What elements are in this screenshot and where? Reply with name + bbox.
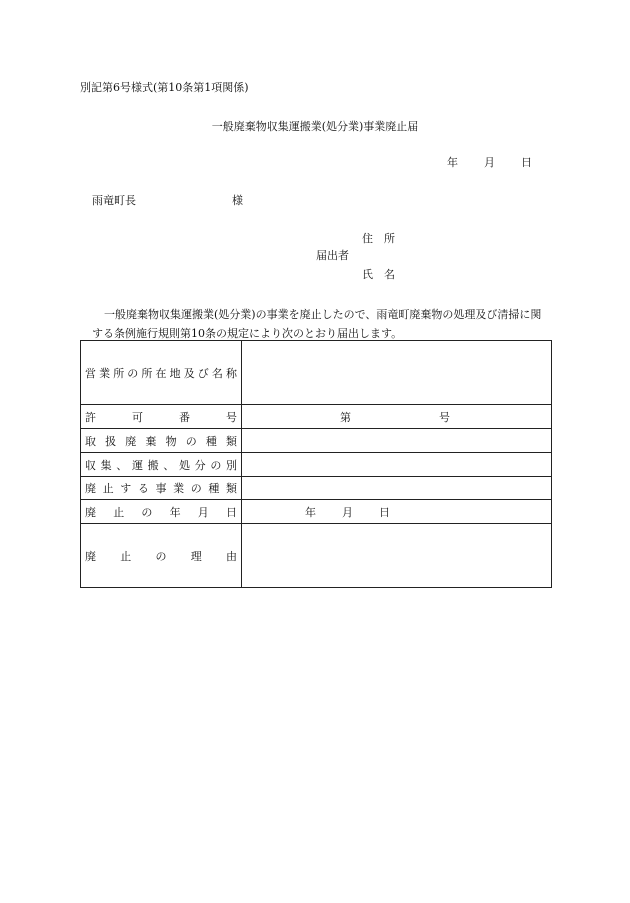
permit-number-prefix: 第 — [340, 410, 351, 424]
abolished-business-type-field[interactable] — [242, 477, 552, 500]
notifier-label: 届出者 — [316, 249, 349, 262]
recipient-name: 雨竜町長 — [92, 194, 136, 207]
table-row — [81, 429, 552, 453]
permit-number-suffix: 号 — [439, 410, 450, 424]
abolition-reason-label: 廃止の理由 — [81, 524, 242, 588]
notification-statement: 一般廃棄物収集運搬業(処分業)の事業を廃止したので、雨竜町廃棄物の処理及び清掃に関する条例施行規則第10条の規定により次のとおり届出します。 — [92, 308, 542, 340]
abolition-form-table — [80, 340, 552, 588]
waste-type-field[interactable] — [242, 429, 552, 453]
permit-number-field[interactable] — [242, 405, 552, 429]
table-row — [81, 524, 552, 588]
date-day-label: 日 — [521, 156, 532, 169]
business-category-label: 収集、運搬、処分の別 — [81, 453, 242, 477]
abolition-month-label: 月 — [342, 505, 353, 519]
office-location-field[interactable] — [242, 341, 552, 405]
date-month-label: 月 — [484, 156, 495, 169]
abolition-date-field[interactable] — [242, 500, 552, 524]
submission-date — [447, 157, 532, 168]
recipient-honorific: 様 — [232, 194, 243, 207]
table-row — [81, 405, 552, 429]
table-row — [81, 500, 552, 524]
table-row — [81, 453, 552, 477]
waste-type-label: 取扱廃棄物の種類 — [81, 429, 242, 453]
date-year-label: 年 — [447, 156, 458, 169]
abolition-reason-field[interactable] — [242, 524, 552, 588]
notifier-address-label: 住 所 — [362, 232, 395, 245]
abolition-day-label: 日 — [379, 505, 390, 519]
abolished-business-type-label: 廃止する事業の種類 — [81, 477, 242, 500]
abolition-date-label: 廃止の年月日 — [81, 500, 242, 524]
form-identifier: 別記第6号様式(第10条第1項関係) — [80, 81, 249, 94]
table-row — [81, 477, 552, 500]
office-location-label: 営業所の所在地及び名称 — [81, 341, 242, 405]
business-category-field[interactable] — [242, 453, 552, 477]
table-row — [81, 341, 552, 405]
permit-number-label: 許可番号 — [81, 405, 242, 429]
abolition-year-label: 年 — [305, 505, 316, 519]
document-title: 一般廃棄物収集運搬業(処分業)事業廃止届 — [211, 120, 419, 133]
notifier-name-label: 氏 名 — [362, 268, 395, 281]
